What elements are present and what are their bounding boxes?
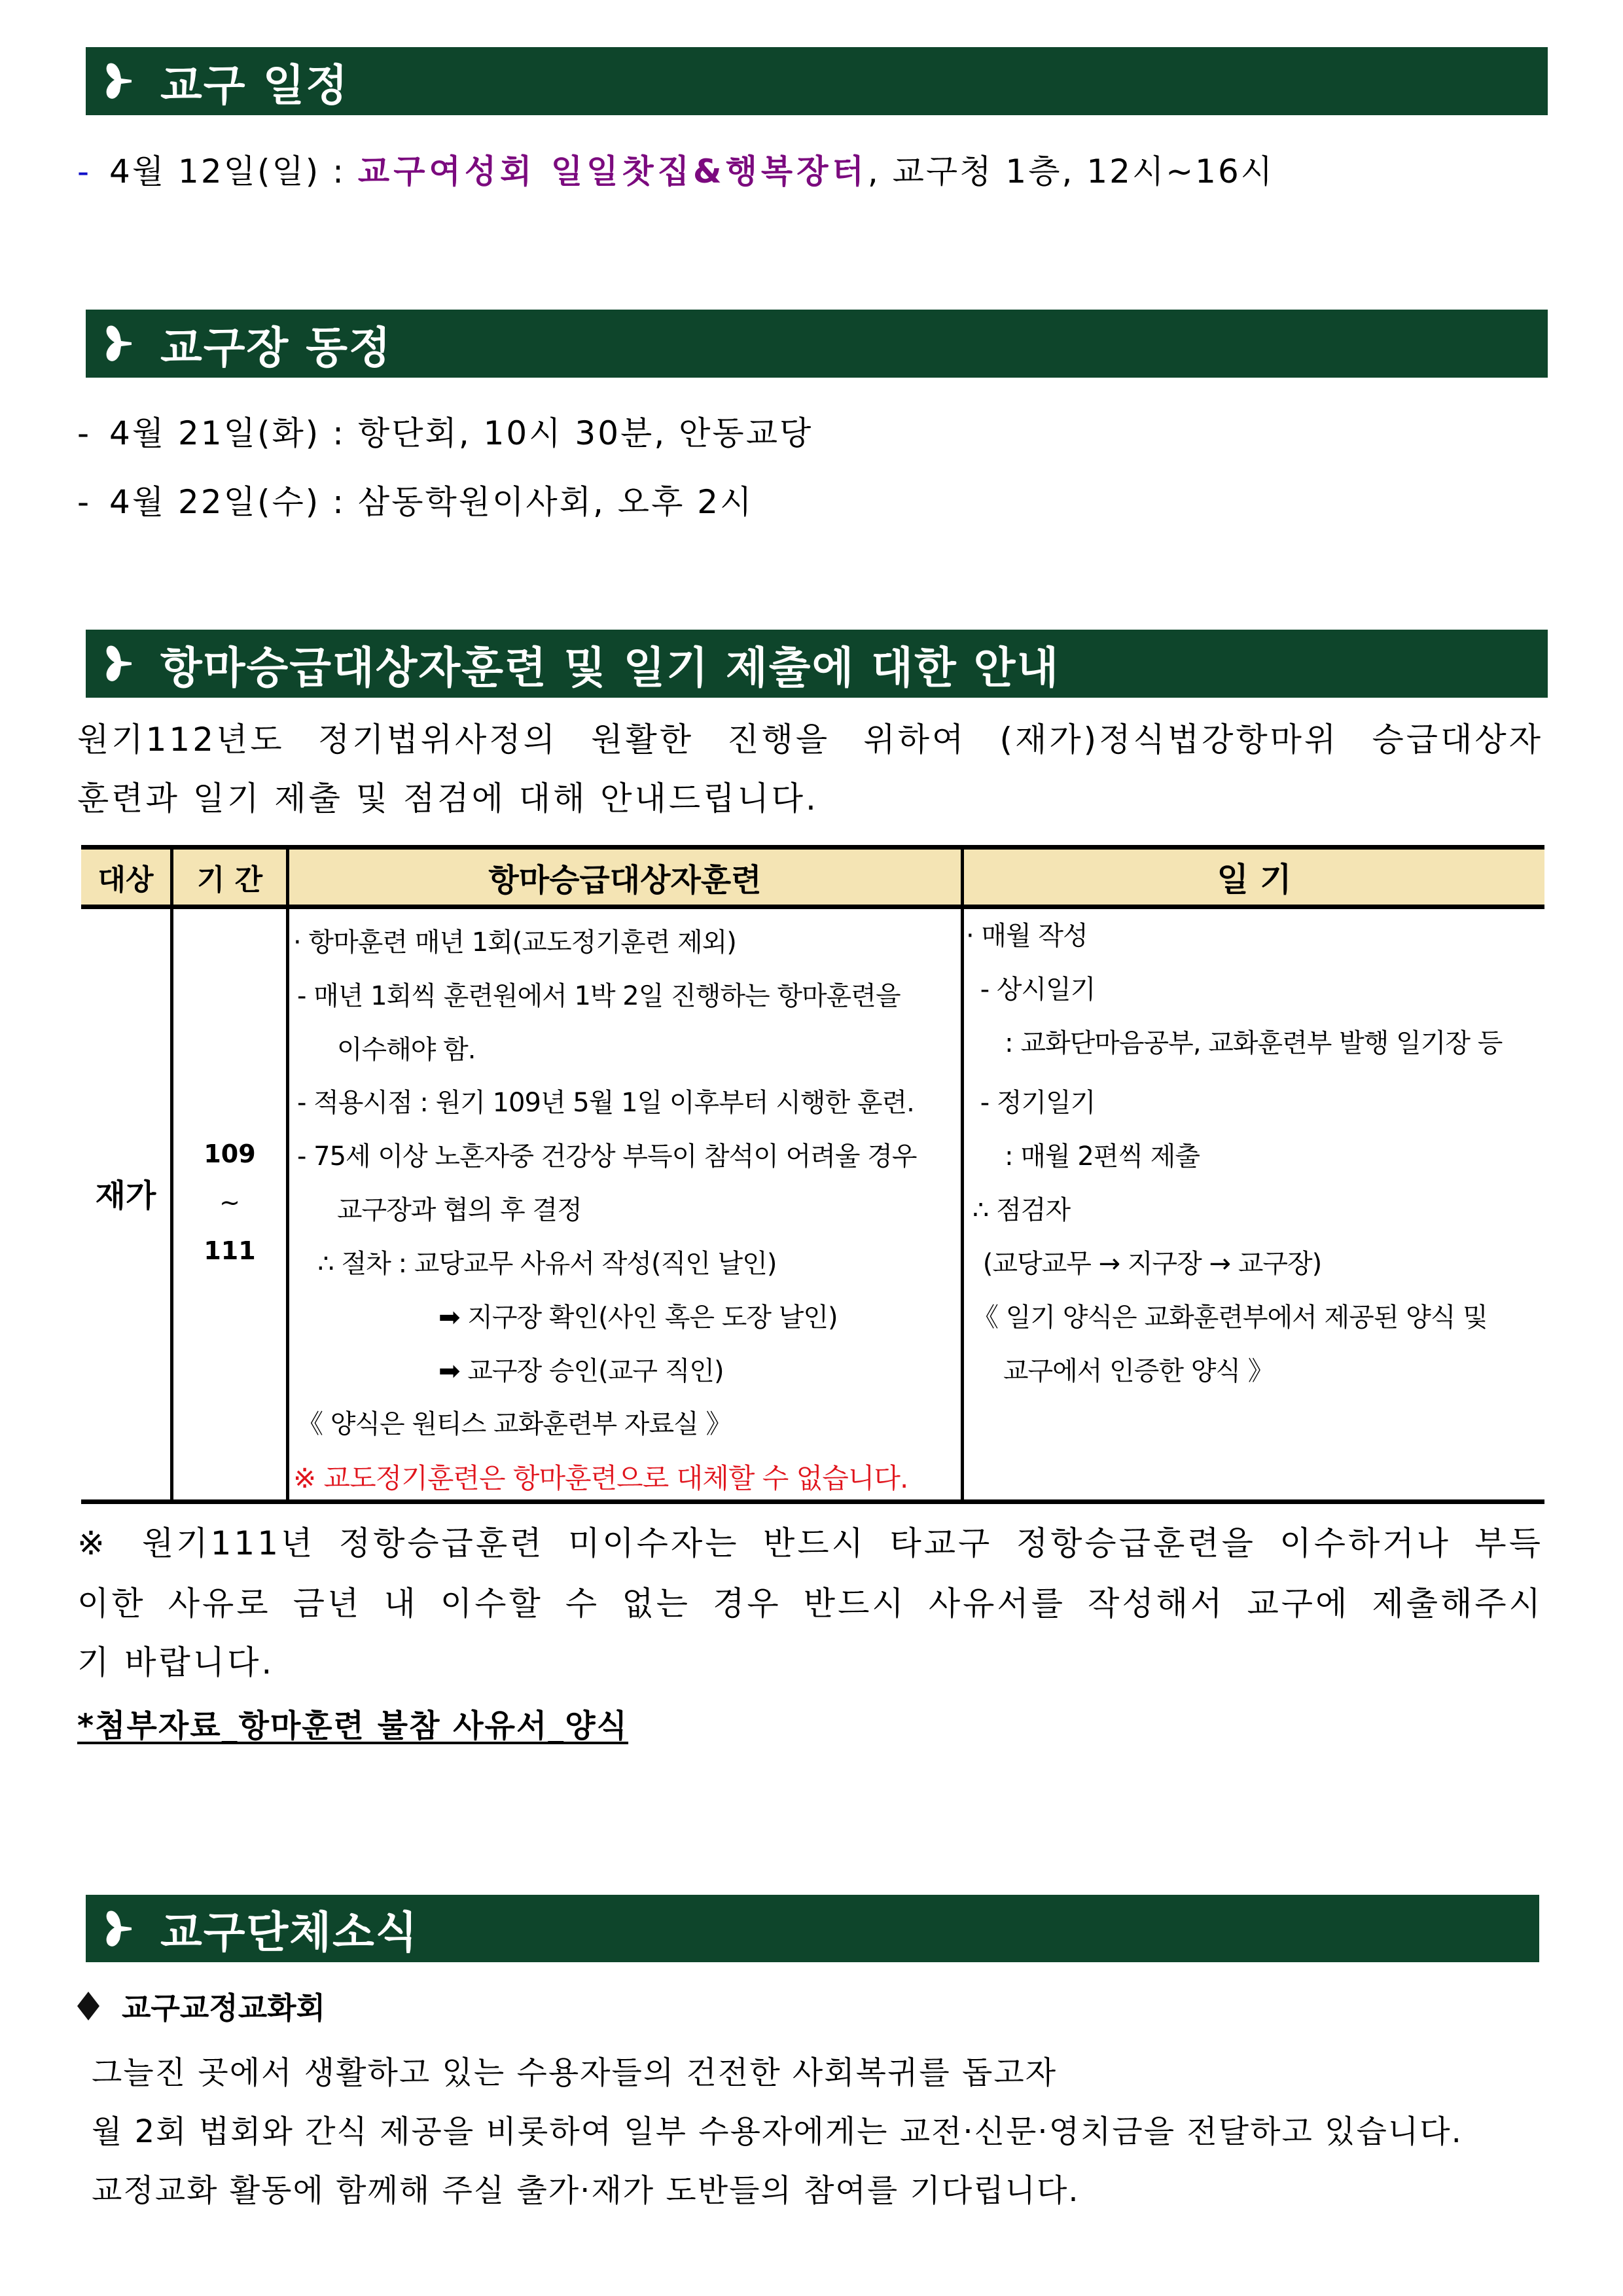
section-title: 교구장 동정 (160, 322, 392, 373)
subsection-heading (77, 1984, 325, 2028)
period-sep: ~ (219, 1188, 240, 1217)
training-line: 교구장과 협의 후 결정 (306, 1195, 582, 1225)
diary-line: - 정기일기 (972, 1088, 1096, 1118)
activity-item (77, 407, 813, 454)
section-header-bishop-activity (86, 310, 1548, 378)
training-line: 《 양식은 원티스 교화훈련부 자료실 》 (297, 1409, 732, 1439)
header-period: 기 간 (196, 863, 263, 897)
list-dash: - (77, 483, 92, 521)
training-line: - 75세 이상 노혼자중 건강상 부득이 참석이 어려울 경우 (297, 1141, 917, 1172)
body-line: 교정교화 활동에 함께해 주실 출가·재가 도반들의 참여를 기다립니다. (92, 2172, 1080, 2209)
period-start: 109 (204, 1139, 256, 1168)
heart-bullet-icon (105, 643, 134, 685)
cell-target (81, 1170, 170, 1215)
schedule-item (77, 145, 1274, 192)
training-line: · 항마훈련 매년 1회(교도정기훈련 제외) (293, 927, 736, 958)
heart-bullet-icon (105, 60, 134, 102)
diary-line: : 매월 2편씩 제출 (982, 1141, 1200, 1172)
diary-line: 《 일기 양식은 교화훈련부에서 제공된 양식 및 (972, 1302, 1488, 1333)
diary-line: - 상시일기 (972, 975, 1096, 1005)
list-dash: - (77, 414, 92, 452)
attachment-link[interactable]: *첨부자료_항마훈련 불참 사유서_양식 (77, 1708, 629, 1744)
section-header-schedule (86, 47, 1548, 115)
diary-line: · 매월 작성 (966, 921, 1088, 951)
item-text: 4월 21일(화) : 항단회, 10시 30분, 안동교당 (109, 414, 813, 452)
activity-item (77, 476, 753, 523)
note-line: 기 바랍니다. (77, 1643, 275, 1681)
diary-line: ∴ 점검자 (972, 1195, 1071, 1225)
training-warning: ※ 교도정기훈련은 항마훈련으로 대체할 수 없습니다. (293, 1462, 908, 1494)
intro-line: 훈련과 일기 제출 및 점검에 대해 안내드립니다. (77, 780, 819, 817)
header-diary: 일 기 (1217, 861, 1292, 899)
intro-line: 원기112년도 정기법위사정의 원활한 진행을 위하여 (재가)정식법강항마위 승급대상자 (77, 721, 1543, 759)
training-line: ➡ 교구장 승인(교구 직인) (438, 1356, 724, 1386)
header-training: 항마승급대상자훈련 (488, 861, 762, 899)
period-end: 111 (204, 1236, 256, 1265)
target-value: 재가 (95, 1177, 156, 1214)
training-table (81, 845, 1544, 1504)
diary-line: : 교화단마음공부, 교화훈련부 발행 일기장 등 (982, 1028, 1503, 1058)
note-line: ※ 원기111년 정항승급훈련 미이수자는 반드시 타교구 정항승급훈련을 이수하거나 부득 (77, 1524, 1543, 1562)
diary-line: (교당교무 → 지구장 → 교구장) (975, 1249, 1322, 1279)
training-line: ➡ 지구장 확인(사인 혹은 도장 날인) (438, 1302, 838, 1333)
diamond-bullet-icon (77, 1992, 99, 2020)
header-target: 대상 (98, 863, 154, 897)
subsection-title: 교구교정교화회 (122, 1990, 326, 2026)
col-divider (286, 850, 289, 1499)
col-divider (961, 850, 964, 1499)
item-details: , 교구청 1층, 12시~16시 (867, 152, 1275, 190)
section-title: 교구단체소식 (160, 1907, 419, 1958)
list-dash: - (77, 152, 92, 190)
section-header-training-guide (86, 630, 1548, 698)
training-line: ∴ 절차 : 교당교무 사유서 작성(직인 날인) (302, 1249, 777, 1279)
event-highlight: 교구여성회 일일찻집&행복장터 (357, 152, 868, 190)
item-text: 4월 22일(수) : 삼동학원이사회, 오후 2시 (109, 483, 754, 521)
note-line: 이한 사유로 금년 내 이수할 수 없는 경우 반드시 사유서를 작성해서 교구에 제출해주시 (77, 1585, 1543, 1623)
heart-bullet-icon (105, 323, 134, 365)
training-line: - 매년 1회씩 훈련원에서 1박 2일 진행하는 항마훈련을 (297, 981, 901, 1011)
body-line: 그늘진 곳에서 생활하고 있는 수용자들의 건전한 사회복귀를 돕고자 (92, 2054, 1058, 2091)
section-title: 항마승급대상자훈련 및 일기 제출에 대한 안내 (160, 642, 1060, 693)
diary-line: 교구에서 인증한 양식 》 (972, 1356, 1274, 1386)
section-title: 교구 일정 (160, 60, 349, 111)
training-line: - 적용시점 : 원기 109년 5월 1일 이후부터 시행한 훈련. (297, 1088, 914, 1118)
training-line: 이수해야 함. (306, 1035, 476, 1065)
item-date: 4월 12일(일) : (109, 152, 358, 190)
cell-period (173, 1130, 286, 1275)
body-line: 월 2회 법회와 간식 제공을 비롯하여 일부 수용자에게는 교전·신문·영치금을 전달하고 있습니다. (92, 2113, 1463, 2150)
heart-bullet-icon (105, 1908, 134, 1950)
section-header-group-news (86, 1895, 1539, 1962)
